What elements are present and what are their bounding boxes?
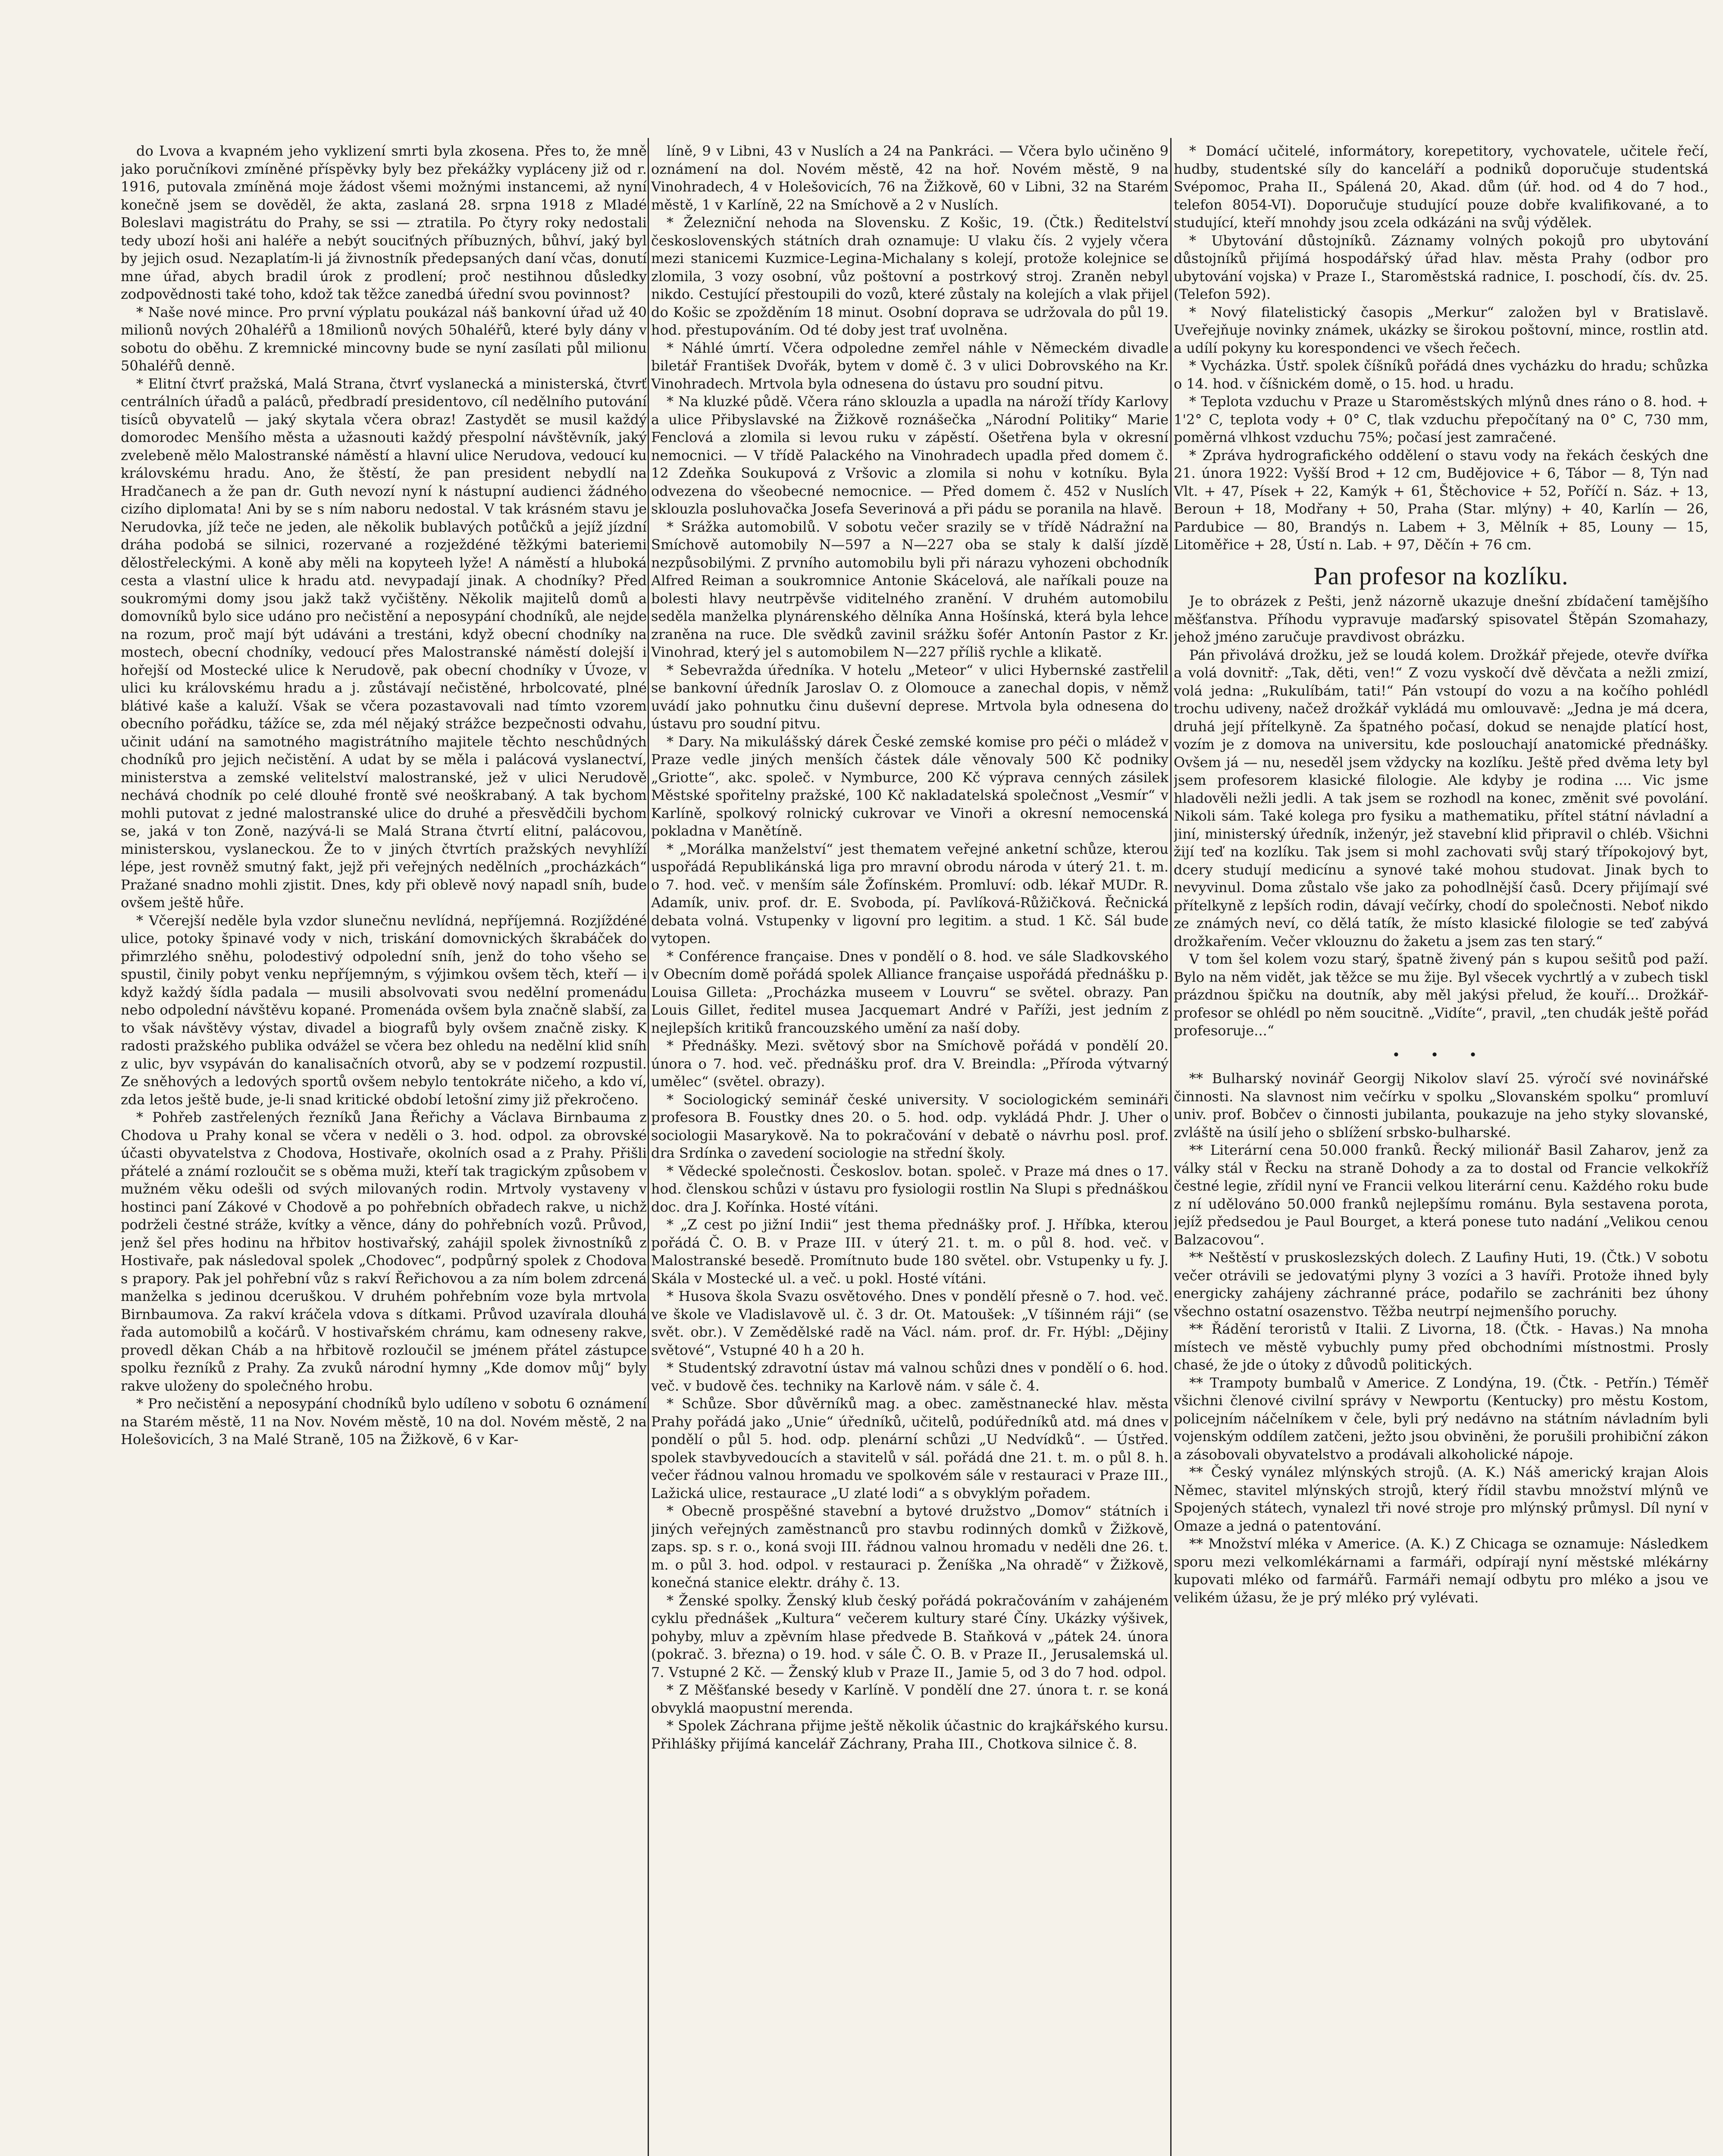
feature-paragraph: V tom šel kolem vozu starý, špatně živený pán s kupou sešitů pod paží. Bylo na něm vidět, jak těžce se mu žije. Byl všecek vychrtlý a v zubech tiskl prázdnou špičku na doutník, aby měl jakýsi přelud, že kouří... Drožkář-profesor se ohlédl po něm soucitně. „Vidíte“, pravil, „ten chudák ještě pořád profesoruje...“: [1174, 951, 1708, 1039]
article-paragraph: * Naše nové mince. Pro první výplatu poukázal náš bankovní úřad už 40 milionů nových 20haléřů a 18milionů nových 50haléřů, které byly dány v sobotu do oběhu. Z kremnické mincovny bude se nyní zasílati půl milionu 50haléřů denně.: [121, 304, 647, 374]
news-paragraph: ** Trampoty bumbalů v Americe. Z Londýna, 19. (Čtk. - Petřín.) Téměř všichni členové civilní správy v Newportu (Kentucky) pro městu Kostom, policejním náčelníkem v čele, byli prý nedávno na státním návladním byli vojenským oddílem zatčeni, ježto jsou obviněni, že porušili prohibiční zákon a zásobovali obyvatelstvo a prodávali alkoholické nápoje.: [1174, 1374, 1708, 1463]
section-divider: • • •: [1392, 1046, 1490, 1063]
article-paragraph: * Teplota vzduchu v Praze u Staroměstských mlýnů dnes ráno o 8. hod. + 1'2° C, teplota vody + 0° C, tlak vzduchu přepočítaný na 0° C, 730 mm, poměrná vlhkost vzduchu 75%; počasí jest zamračené.: [1174, 393, 1708, 445]
news-paragraph: ** Řádění teroristů v Italii. Z Livorna, 18. (Čtk. - Havas.) Na mnoha místech ve městě vybuchly pumy před obchodními místnostmi. Prosly chasé, že jde o útoky z důvodů politických.: [1174, 1321, 1708, 1373]
article-paragraph: * Ubytování důstojníků. Záznamy volných pokojů pro ubytování důstojníků přijímá hospodářský úřad hlav. města Prahy (odbor pro ubytování vojska) v Praze I., Staroměstská radnice, I. poschodí, čís. dv. 25. (Telefon 592).: [1174, 232, 1708, 302]
feature-heading: Pan profesor na kozlíku.: [1313, 561, 1569, 590]
column-rule: [1170, 138, 1172, 2156]
article-paragraph: * Přednášky. Mezi. světový sbor na Smíchově pořádá v pondělí 20. února o 7. hod. več. přednášku prof. dra V. Breindla: „Příroda výtvarný umělec“ (světel. obrazy).: [651, 1037, 1169, 1090]
article-paragraph: * Vycházka. Ústř. spolek číšníků pořádá dnes vycházku do hradu; schůzka o 14. hod. v číšnickém domě, o 15. hod. u hradu.: [1174, 357, 1708, 392]
news-paragraph: ** Bulharský novinář Georgij Nikolov slaví 25. výročí své novinářské činnosti. Na slavnost nim večírku v spolku „Slovanském spolku“ promluví univ. prof. Bobčev o činnosti jubilanta, poukazuje na jeho styky slovanské, zvláště na úsilí jeho o sblížení srbsko-bulharské.: [1174, 1070, 1708, 1141]
article-paragraph: * Náhlé úmrtí. Včera odpoledne zemřel náhle v Německém divadle biletář František Dvořák, bytem v domě č. 3 v ulici Dobrovského na Kr. Vinohradech. Mrtvola byla odnesena do ústavu pro soudní pitvu.: [651, 339, 1169, 392]
article-paragraph: * Pohřeb zastřelených řezníků Jana Řeřichy a Václava Birnbauma z Chodova u Prahy konal se včera v neděli o 3. hod. odpol. za obrovské účasti obyvatelstva z Chodova, Hostivaře, okolních osad a z Prahy. Přišli přátelé a známí rozloučit se s oběma muži, kteří tak tragickým způsobem v mužném věku odešli od svých milovaných rodin. Mrtvoly vystaveny v hostinci paní Zákové v Chodově a po pohřebních obřadech rakve, u nichž podrželi čestné stráže, kvítky a věnce, dány do pohřebních vozů. Průvod, jenž šel přes hodinu na hřbitov hostivařský, zahájil spolek živnostníků z Hostivaře, pak následoval spolek „Chodovec“, podpůrný spolek z Chodova s prapory. Pak jel pohřební vůz s rakví Řeřichovou a za ním bolem zdrcená manželka s jedinou dceruškou. V druhém pohřebním voze byla mrtvola Birnbaumova. Za rakví kráčela vdova s dítkami. Průvod uzavírala dlouhá řada automobilů a kočárů. V hostivařském chrámu, kam odneseny rakve, provedl děkan Cháb a na hřbitově rozloučil se jménem přátel zástupce spolku řezníků z Prahy. Za zvuků národní hymny „Kde domov můj“ byly rakve uloženy do společného hrobu.: [121, 1109, 647, 1394]
article-paragraph: * „Z cest po jižní Indii“ jest thema přednášky prof. J. Hříbka, kterou pořádá Č. O. B. v Praze III. v úterý 21. t. m. o půl 8. hod. več. v Malostranské besedě. Promítnuto bude 180 světel. obr. Vstupenky u fy. J. Skála v Mostecké ul. a več. u pokl. Hosté vítáni.: [651, 1216, 1169, 1287]
feature-paragraph: Pán přivolává drožku, jež se loudá kolem. Drožkář přejede, otevře dvířka a volá dovnitř: „Tak, děti, ven!“ Z vozu vyskočí dvě děvčata a nežli zmizí, volá jedna: „Rukulíbám, tati!“ Pán vstoupí do vozu a na kočího pohlédl trochu udiveny, načež drožkář vykládá mu omlouvavě: „Jedna je má dcera, druhá její přítelkyně. Za špatného počasí, dokud se nenajde platící host, vozím je z domova na universitu, kde poslouchají anatomické přednášky. Ovšem já — nu, neseděl jsem vždycky na kozlíku. Ještě před dvěma lety byl jsem profesorem klasické filologie. Ale kdyby je rodina .... Vic jsme hladověli nežli jedli. A tak jsem se rozhodl na konec, změnit své povolání. Nikoli sám. Také kolega pro fysiku a mathematiku, přítel státní návladní a jiní, ministerský úředník, inženýr, jež stavební klid připravil o chléb. Všichni žijí teď na kozlíku. Tak jsem si mohl zachovati svůj starý třípokojový byt, dcery studují medicínu a synové také mohou studovat. Jinak bych to nevyvinul. Doma zůstalo vše jako za pohodlnější časů. Dcery přijímají své přítelkyně z lepších rodin, dávají večírky, chodí do společnosti. Neboť nikdo ze známých neví, co dělá tatík, že místo klasické filologie se teď zabývá drožkařením. Večer vklouznu do žaketu a jsem zas ten starý.“: [1174, 646, 1708, 950]
article-paragraph: * Pro nečistění a neposypání chodníků bylo udíleno v sobotu 6 oznámení na Starém městě, 11 na Nov. Novém městě, 10 na dol. Novém městě, 2 na Holešovicích, 3 na Malé Straně, 105 na Žižkově, 6 v Kar-: [121, 1395, 647, 1448]
article-paragraph: * Obecně prospěšné stavební a bytové družstvo „Domov“ státních i jiných veřejných zaměstnanců pro stavbu rodinných domků v Žižkově, zaps. sp. s r. o., koná svoji III. řádnou valnou hromadu v neděli dne 26. t. m. o půl 3. hod. odpol. v restauraci p. Ženíška „Na ohradě“ v Žižkově, konečná stanice elektr. dráhy č. 13.: [651, 1503, 1169, 1591]
column-rule: [648, 138, 649, 2156]
article-paragraph: * Schůze. Sbor důvěrníků mag. a obec. zaměstnanecké hlav. města Prahy pořádá jako „Unie“ úředníků, učitelů, podúředníků atd. má dnes v pondělí o půl 5. hod. odp. plenární schůzi „U Nedvídků“. — Ústřed. spolek stavbyvedoucích a stavitelů v sál. pořádá dne 21. t. m. o půl 8. h. večer řádnou valnou hromadu ve spolkovém sále v restauraci v Praze III., Lažická ulice, restaurace „U zlaté lodi“ a s obvyklým pořadem.: [651, 1395, 1169, 1501]
article-paragraph: * Sebevražda úředníka. V hotelu „Meteor“ v ulici Hybernské zastřelil se bankovní úředník Jaroslav O. z Olomouce a zanechal dopis, v němž uvádí jako pohnutku činu duševní deprese. Mrtvola byla odnesena do ústavu pro soudní pitvu.: [651, 661, 1169, 732]
column-1: [121, 142, 647, 2156]
article-paragraph: * Srážka automobilů. V sobotu večer srazily se v třídě Nádražní na Smíchově automobily N—597 a N—227 oba se staly k další jízdě nezpůsobilými. Z prvního automobilu byli při nárazu vyhozeni obchodník Alfred Reiman a soukromnice Antonie Skácelová, ale naříkali pouze na bolesti hlavy neutrpěvše viditelného zranění. V druhém automobilu seděla manželka plynárenského dělníka Anna Hošínská, která byla lehce zraněna na ruce. Dle svědků zavinil srážku šofér Antonín Pastor z Kr. Vinohrad, který jel s automobilem N—227 příliš rychle a klikatě.: [651, 518, 1169, 660]
article-paragraph: * Conférence française. Dnes v pondělí o 8. hod. ve sále Sladkovského v Obecním domě pořádá spolek Alliance française uspořádá přednášku p. Louisa Gilleta: „Procházka museem v Louvru“ se světel. obrazy. Pan Louis Gillet, ředitel musea Jacquemart André v Paříži, jest jedním z nejlepších kritiků francouzského umění za naší doby.: [651, 948, 1169, 1036]
article-paragraph: * Ženské spolky. Ženský klub český pořádá pokračováním v zahájeném cyklu přednášek „Kultura“ večerem kultury staré Číny. Ukázky výšivek, pohyby, mluv a zpěvním hlase předvede B. Staňková v „pátek 24. února (pokrač. 3. března) o 19. hod. v sále Č. O. B. v Praze II., Jerusalemská ul. 7. Vstupné 2 Kč. — Ženský klub v Praze II., Jamie 5, od 3 do 7 hod. odpol.: [651, 1592, 1169, 1680]
article-paragraph: * Husova škola Svazu osvětového. Dnes v pondělí přesně o 7. hod. več. ve škole ve Vladislavově ul. č. 3 dr. Ot. Matoušek: „V tíšinném ráji“ (se svět. obr.). V Zemědělské radě na Václ. nám. prof. dr. Fr. Hýbl: „Dějiny světové“, Vstupné 40 h a 20 h.: [651, 1288, 1169, 1358]
news-paragraph: ** Množství mléka v Americe. (A. K.) Z Chicaga se oznamuje: Následkem sporu mezi velkomlékárnami a farmáři, odpírají nyní městské mlékárny kupovati mléko od farmářů. Farmáři nemají odbytu pro mléko a jsou ve velikém úžasu, že je prý mléko prý vylévati.: [1174, 1536, 1708, 1606]
article-paragraph: * Železniční nehoda na Slovensku. Z Košic, 19. (Čtk.) Ředitelství československých státních drah oznamuje: U vlaku čís. 2 vyjely včera mezi stanicemi Kuzmice-Legina-Michalany s kolejí, protože kolejnice se zlomila, 3 vozy osobní, vůz poštovní a postrkový stroj. Zraněn nebyl nikdo. Cestující přestoupili do vozů, které zůstaly na kolejích a vlak přijel do Košic se zpožděním 18 minut. Osobní doprava se udržovala do půl 19. hod. přestupováním. Od té doby jest trať uvolněna.: [651, 214, 1169, 338]
article-paragraph: * Vědecké společnosti. Českoslov. botan. společ. v Praze má dnes o 17. hod. členskou schůzi v ústavu pro fysiologii rostlin Na Slupi s přednáškou doc. dra J. Kořínka. Hosté vítáni.: [651, 1163, 1169, 1215]
article-paragraph: * Zpráva hydrografického oddělení o stavu vody na řekách českých dne 21. února 1922: Vyšší Brod + 12 cm, Budějovice + 6, Tábor — 8, Týn nad Vlt. + 47, Písek + 22, Kamýk + 61, Štěchovice + 52, Poříčí n. Sáz. + 13, Beroun + 18, Modřany + 50, Praha (Star. mlýny) + 40, Karlín — 26, Pardubice — 80, Brandýs n. Labem + 3, Mělník + 85, Louny — 15, Litoměřice + 28, Ústí n. Lab. + 97, Děčín + 76 cm.: [1174, 447, 1708, 553]
article-paragraph: * Spolek Záchrana přijme ještě několik účastnic do krajkářského kursu. Přihlášky přijímá kancelář Záchrany, Praha III., Chotkova silnice č. 8.: [651, 1717, 1169, 1752]
article-paragraph: * Z Měšťanské besedy v Karlíně. V pondělí dne 27. února t. r. se koná obvyklá maopustní merenda.: [651, 1682, 1169, 1716]
news-paragraph: ** Literární cena 50.000 franků. Řecký milionář Basil Zaharov, jenž za války stál v Řecku na straně Dohody a za to dostal od Francie velkokříž čestné legie, zřídil nyní ve Francii velkou literární cenu. Každého roku bude z ní udělováno 50.000 franků nejlepšímu románu. Byla sestavena porota, jejíž předsedou je Paul Bourget, a která ponese tuto nadání „Velikou cenou Balzacovou“.: [1174, 1142, 1708, 1248]
article-paragraph: * Dary. Na mikulášský dárek České zemské komise pro péči o mládež v Praze vedle jiných menších částek dále věnovaly 500 Kč podniky „Griotte“, akc. společ. v Nymburce, 200 Kč výprava cenných zásilek Městské spořitelny pražské, 100 Kč nakladatelská společnost „Vesmír“ v Karlíně, spolkový rolnický cukrovar ve Vinoři a okresní nemocenská pokladna v Manětíně.: [651, 733, 1169, 839]
article-paragraph: * Včerejší neděle byla vzdor slunečnu nevlídná, nepříjemná. Rozjíždéné ulice, potoky špinavé vody v nich, triskání domovnických škrabáček do přimrzlého sněhu, polodestivý odpolední sníh, jenž do toho všeho se spustil, činily pobyt venku nepříjemným, s výjimkou ovšem těch, kteří — i když každý šídla padala — musili absolvovati svou nedělní promenádu nebo odpolední návštěvu kopané. Promenáda ovšem byla značně slabší, za to však návštěvy výstav, divadel a biografů byly ovšem značně zisky. K radosti pražského publika odvážel se včera bez ohledu na nedělní klid sníh z ulic, byv vsypáván do kanalisačních otvorů, aby se v podzemí rozpustil. Ze sněhových a ledových sportů ovšem nebylo tentokráte ničeho, a kdo ví, zda letos ještě bude, je-li snad kritické období letošní zimy již překročeno.: [121, 912, 647, 1108]
article-paragraph: * Studentský zdravotní ústav má valnou schůzi dnes v pondělí o 6. hod. več. v budově čes. techniky na Karlově nám. v sále č. 4.: [651, 1360, 1169, 1394]
article-paragraph: * Elitní čtvrť pražská, Malá Strana, čtvrť vyslanecká a ministerská, čtvrť centrálních úřadů a paláců, předbradí presidentovo, cíl nedělního putování tisíců obyvatelů — jaký skytala včera obraz! Zastydět se musil každý domorodec Menšího města a užasnouti každý přespolní návštěvník, jaký zvelebeně mělo Malostranské náměstí a hlavní ulice Nerudova, vedoucí ku královskému hradu. Ano, že štěstí, že pan president nebydlí na Hradčanech a že pan dr. Guth nevozí nyní k nástupní audienci žádného cizího diplomata! Ani by se s ním naboru nedostal. V tak krásném stavu je Nerudovka, jíž teče ne jeden, ale několik bublavých potůčků a jejíž jízdní dráha podobá se silnici, rozervané a rozježdéné těžkými bateriemi dělostřeleckými. A koně aby měli na kopyteeh lyže! A náměstí a hluboká cesta a vlastní ulice k hradu atd. nevypadají jinak. A chodníky? Před soukromými domy jsou jakž takž vyčištěny. Několik majitelů domů a domovníků bylo sice udáno pro nečistění a neposypání chodníků, ale nejde na rozum, proč mají být udáváni a trestáni, když obecní chodníky na mostech, obecní chodníky, vedoucí přes Malostranské náměstí dolejší i hořejší od Mostecké ulice k Nerudově, pak obecní chodníky v Úvoze, v ulici ku královskému hradu a j. zůstávají nečistěné, hrbolcovaté, plné blátivé kaše a kaluží. Však se včera pozastavovali nad tímto vzorem obecního pořádku, tážíce se, zda mél nějaký strážce bezpečnosti odvahu, učinit udání na samotného magistrátního majitele těchto neschůdných chodníků pro jejich nečistění. A udat by se měla i palácová vyslanectví, ministerstva a zemské velitelství malostranské, jež v ulici Nerudově nechává chodník po celé dlouhé frontě své neoškrabaný. A tak bychom mohli putovat z jedné malostranské ulice do druhé a přesvědčili bychom se, jaká v ton Zoně, nazývá-li se Malá Strana čtvrtí elitní, palácovou, ministerskou, vyslaneckou. Že to v jiných čtvrtích pražských nevyhlíží lépe, jest rovněž smutný fakt, jejž při veřejných nedělních „procházkách“ Pražané snadno mohli zjistit. Dnes, kdy při oblevě nový napadl sníh, bude ovšem ještě hůře.: [121, 375, 647, 911]
article-paragraph: * Domácí učitelé, informátory, korepetitory, vychovatele, učitele řečí, hudby, studentské síly do kanceláří a podniků doporučuje studentská Svépomoc, Praha II., Spálená 20, Akad. dům (úř. hod. od 4 do 7 hod., telefon 8054-VI). Doporučuje studující pouze dobře kvalifikované, a to studující, kteří mnohdy jsou zcela odkázáni na svůj výdělek.: [1174, 143, 1708, 231]
feature-paragraph: Je to obrázek z Pešti, jenž názorně ukazuje dnešní zbídačení tamějšího měšťanstva. Příhodu vypravuje maďarský spisovatel Štěpán Szomahazy, jehož jméno zaručuje pravdivost obrázku.: [1174, 593, 1708, 645]
column-2: [651, 142, 1169, 2156]
article-paragraph: * „Morálka manželství“ jest thematem veřejné anketní schůze, kterou uspořádá Republikánská liga pro mravní obrodu národa v úterý 21. t. m. o 7. hod. več. v menším sále Žofínském. Promluví: odb. lékař MUDr. R. Adamík, univ. prof. dr. E. Svoboda, pí. Pavlíková-Růžičková. Řečnická debata volná. Vstupenky v ligovní pro legitim. a stud. 1 Kč. Sál bude vytopen.: [651, 840, 1169, 946]
article-paragraph: * Sociologický seminář české university. V sociologickém semináři profesora B. Foustky dnes 20. o 5. hod. odp. vykládá Phdr. J. Uher o sociologii Masarykově. Na to pokračování v debatě o návrhu posl. prof. dra Srdínka o zavedení sociologie na střední školy.: [651, 1091, 1169, 1161]
news-paragraph: ** Český vynález mlýnských strojů. (A. K.) Náš americký krajan Alois Němec, stavitel mlýnských strojů, který řídil stavbu množství mlýnů ve Spojených státech, vynalezl tři nové stroje pro mlýnský průmysl. Díl nyní v Omaze a jedná o patentování.: [1174, 1464, 1708, 1534]
article-paragraph: * Nový filatelistický časopis „Merkur“ založen byl v Bratislavě. Uveřejňuje novinky známek, ukázky se širokou poštovní, mince, rostlin atd. a udílí pokyny ku korespondenci ve všech řečech.: [1174, 304, 1708, 356]
news-paragraph: ** Neštěstí v pruskoslezských dolech. Z Laufiny Huti, 19. (Čtk.) V sobotu večer otrávili se jedovatými plyny 3 vozíci a 3 havíři. Protože ihned byly energicky zahájeny záchranné práce, podařilo se zachrániti bez úhony všechno ostatní osazenstvo. Těžba neutrpí nejmenšího poruchy.: [1174, 1249, 1708, 1319]
article-paragraph: líně, 9 v Libni, 43 v Nuslích a 24 na Pankráci. — Včera bylo učiněno 9 oznámení na dol. Novém městě, 42 na hoř. Novém městě, 9 na Vinohradech, 4 v Holešovicích, 76 na Žižkově, 60 v Libni, 32 na Starém městě, 1 v Karlíně, 22 na Smíchově a 2 v Nuslích.: [651, 143, 1169, 213]
column-3: [1174, 142, 1708, 2156]
article-paragraph: do Lvova a kvapném jeho vyklizení smrti byla zkosena. Přes to, že mně jako poručníkovi zmíněné příspěvky byly bez překážky vypláceny již od r. 1916, putovala zmíněná moje žádost všemi možnými instancemi, až nyní konečně jsem se dověděl, že akta, zaslaná 28. srpna 1918 z Mladé Boleslavi magistrátu do Prahy, se ssi — ztratila. Po čtyry roky nedostali tedy ubozí hoši ani haléře a nebýt souciťných příbuzných, bůhví, jaký byl by jejich osud. Nezaplatím-li já živnostník předepsaných daní včas, donutí mne úřad, abych bradil úrok z prodlení; proč nestihnou důsledky zodpovědnosti také toho, kdož tak těžce zanedbá úřední svou povinnost?: [121, 143, 647, 302]
article-paragraph: * Na kluzké půdě. Včera ráno sklouzla a upadla na nároží třídy Karlovy a ulice Přibyslavské na Žižkově roznášečka „Národní Politiky“ Marie Fenclová a zlomila si levou ruku v zápěstí. Ošetřena byla v okresní nemocnici. — V třídě Palackého na Vinohradech upadla před domem č. 12 Zdeňka Soukupová z Vršovic a zlomila si nohu v kotníku. Byla odvezena do všeobecné nemocnice. — Před domem č. 452 v Nuslích sklouzla posluhovačka Josefa Severinová a při pádu se poranila na hlavě.: [651, 393, 1169, 517]
